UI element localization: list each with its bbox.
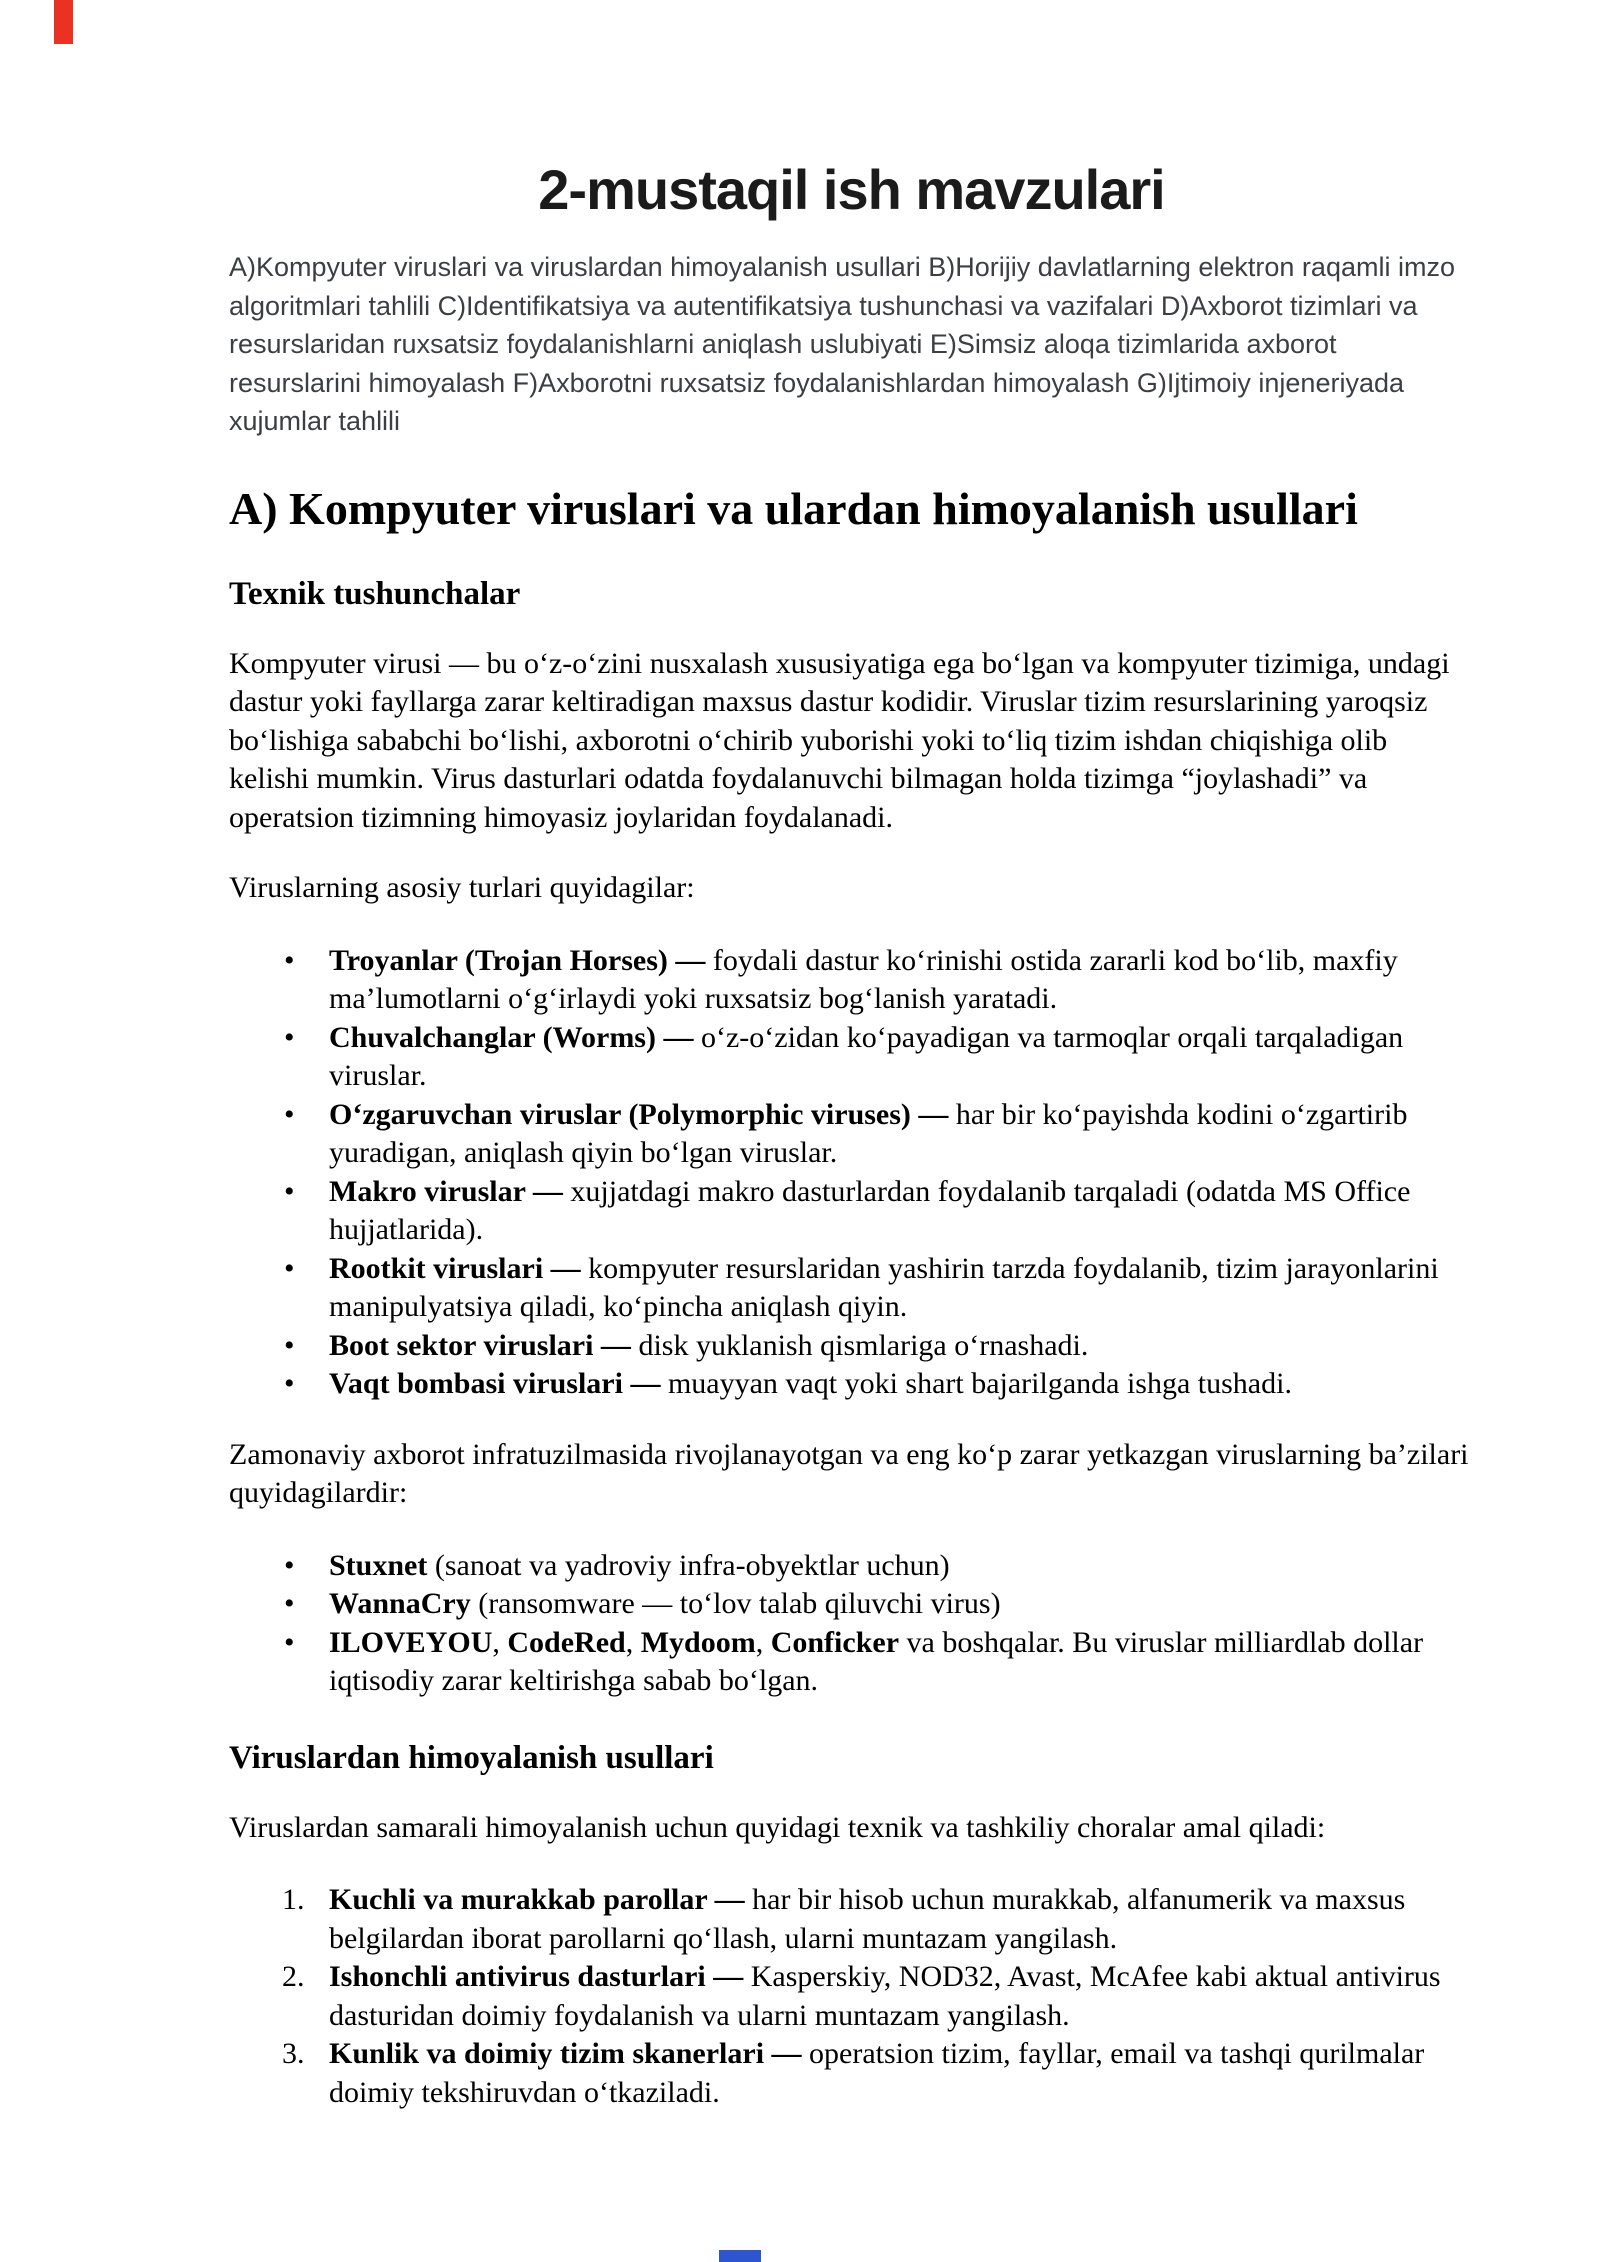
list-item-term: Kuchli va murakkab parollar — (329, 1883, 745, 1916)
list-item-term: Rootkit viruslari — (329, 1251, 581, 1285)
list-item-term: Conficker (770, 1625, 900, 1659)
list-item (282, 1250, 1474, 1327)
list-item-term: Kunlik va doimiy tizim skanerlari — (329, 2037, 802, 2070)
list-item-term: O‘zgaruvchan viruslar (Polymorphic viruses) — (329, 1097, 949, 1131)
list-item-text: har bir ko‘payishda kodini o‘zgartirib yuradigan, aniqlash qiyin bo‘lgan viruslar. (329, 1097, 1408, 1169)
section-a-heading: A) Kompyuter viruslari va ulardan himoyalanish usullari (229, 482, 1358, 534)
list-item-text: muayyan vaqt yoki shart bajarilganda ishga tushadi. (660, 1367, 1292, 1400)
list-item-text: va boshqalar. Bu viruslar milliardlab dollar iqtisodiy zarar keltirishga sabab bo‘lgan. (329, 1625, 1424, 1697)
famous-viruses-list (229, 1547, 1474, 1701)
list-item (282, 1096, 1474, 1173)
list-item-text: disk yuklanish qismlariga o‘rnashadi. (630, 1328, 1089, 1362)
famous-viruses-lead-paragraph: Zamonaviy axborot infratuzilmasida rivojlanayotgan va eng ko‘p zarar yetkazgan viruslarning ba’zilari quyidagilardir: (229, 1437, 1469, 1509)
list-item-text: kompyuter resurslaridan yashirin tarzda foydalanib, tizim jarayonlarini manipulyatsiya qiladi, ko‘pincha aniqlash qiyin. (329, 1251, 1439, 1323)
list-item-text: (ransomware — to‘lov talab qiluvchi virus) (470, 1587, 1001, 1620)
list-item (282, 1624, 1474, 1701)
list-item-text: xujjatdagi makro dasturlardan foydalanib tarqaladi (odatda MS Office hujjatlarida). (329, 1174, 1411, 1246)
list-item (282, 1365, 1474, 1404)
hyperlink-fragment[interactable] (719, 2250, 761, 2262)
list-item-text: o‘z-o‘zidan ko‘payadigan va tarmoqlar orqali tarqaladigan viruslar. (329, 1020, 1404, 1092)
list-item-term: Troyanlar (Trojan Horses) — (329, 943, 706, 977)
list-item (282, 1173, 1474, 1250)
list-item-text: , (625, 1625, 641, 1659)
virus-definition-paragraph: Kompyuter virusi — bu o‘z-o‘zini nusxalash xususiyatiga ega bo‘lgan va kompyuter tizimiga, undagi dastur yoki fayllarga zarar keltiradigan maxsus dastur kodidir. Viruslar tizim resurslarining yaroqsiz bo‘lishiga sababchi bo‘lishi, axborotni o‘chirib yuborishi yoki to‘liq tizim ishdan chiqishiga olib kelishi mumkin. Virus dasturlari odatda foydalanuvchi bilmagan holda tizimga “joylashadi” va operatsion tizimning himoyasiz joylaridan foydalanadi. (229, 646, 1450, 834)
list-item-text: foydali dastur ko‘rinishi ostida zararli kod bo‘lib, maxfiy ma’lumotlarni o‘g‘irlaydi yoki ruxsatsiz bog‘lanish yaratadi. (329, 943, 1398, 1015)
list-item-term: Vaqt bombasi viruslari — (329, 1367, 661, 1400)
subsection-heading-technical: Texnik tushunchalar (229, 575, 521, 612)
list-item-text: (sanoat va yadroviy infra-obyektlar uchun) (427, 1548, 950, 1582)
list-item (282, 1019, 1474, 1096)
list-item-text: Kasperskiy, NOD32, Avast, McAfee kabi aktual antivirus dasturidan doimiy foydalanish va ularni muntazam yangilash. (329, 1960, 1441, 2032)
list-item-text: , (492, 1625, 508, 1659)
list-item-term: Chuvalchanglar (Worms) — (329, 1020, 694, 1054)
protection-lead-paragraph: Viruslardan samarali himoyalanish uchun quyidagi texnik va tashkiliy choralar amal qiladi: (229, 1810, 1326, 1844)
red-marker-bar (54, 0, 73, 44)
list-item-term: Makro viruslar — (329, 1174, 563, 1208)
list-item-term: Ishonchli antivirus dasturlari — (329, 1960, 744, 1993)
list-item-term: Mydoom (640, 1625, 756, 1659)
list-item (282, 2035, 1474, 2112)
virus-types-lead-paragraph: Viruslarning asosiy turlari quyidagilar: (229, 871, 695, 904)
list-item-term: ILOVEYOU (329, 1625, 493, 1659)
list-item-text: , (755, 1625, 771, 1659)
list-item (282, 1547, 1474, 1586)
list-item-term: WannaCry (329, 1587, 471, 1620)
document-page (229, 0, 1474, 2112)
list-item (282, 1585, 1474, 1624)
list-item-term: Boot sektor viruslari — (329, 1328, 631, 1362)
list-item (282, 1958, 1474, 2035)
intro-paragraph: A)Kompyuter viruslari va viruslardan himoyalanish usullari B)Horijiy davlatlarning elektron raqamli imzo algoritmlari tahlili C)Identifikatsiya va autentifikatsiya tushunchasi va vazifalari D)Axborot tizimlari va resurslaridan ruxsatsiz foydalanishlarni aniqlash uslubiyati E)Simsiz aloqa tizimlarida axborot resurslarini himoyalash F)Axborotni ruxsatsiz foydalanishlardan himoyalash G)Ijtimoiy injeneriyada xujumlar tahlili (229, 252, 1455, 436)
list-item-text: har bir hisob uchun murakkab, alfanumerik va maxsus belgilardan iborat parollarni qo‘llash, ularni muntazam yangilash. (329, 1883, 1406, 1955)
list-item (282, 942, 1474, 1019)
document-title: 2-mustaqil ish mavzulari (538, 158, 1165, 221)
list-item-term: Stuxnet (329, 1548, 428, 1582)
subsection-heading-protection: Viruslardan himoyalanish usullari (229, 1739, 714, 1776)
list-item-text: operatsion tizim, fayllar, email va tashqi qurilmalar doimiy tekshiruvdan o‘tkaziladi. (329, 2037, 1425, 2109)
list-item (282, 1327, 1474, 1366)
list-item-term: CodeRed (507, 1625, 626, 1659)
list-item (282, 1881, 1474, 1958)
protection-steps-list (229, 1881, 1474, 2112)
virus-types-list (229, 942, 1474, 1404)
